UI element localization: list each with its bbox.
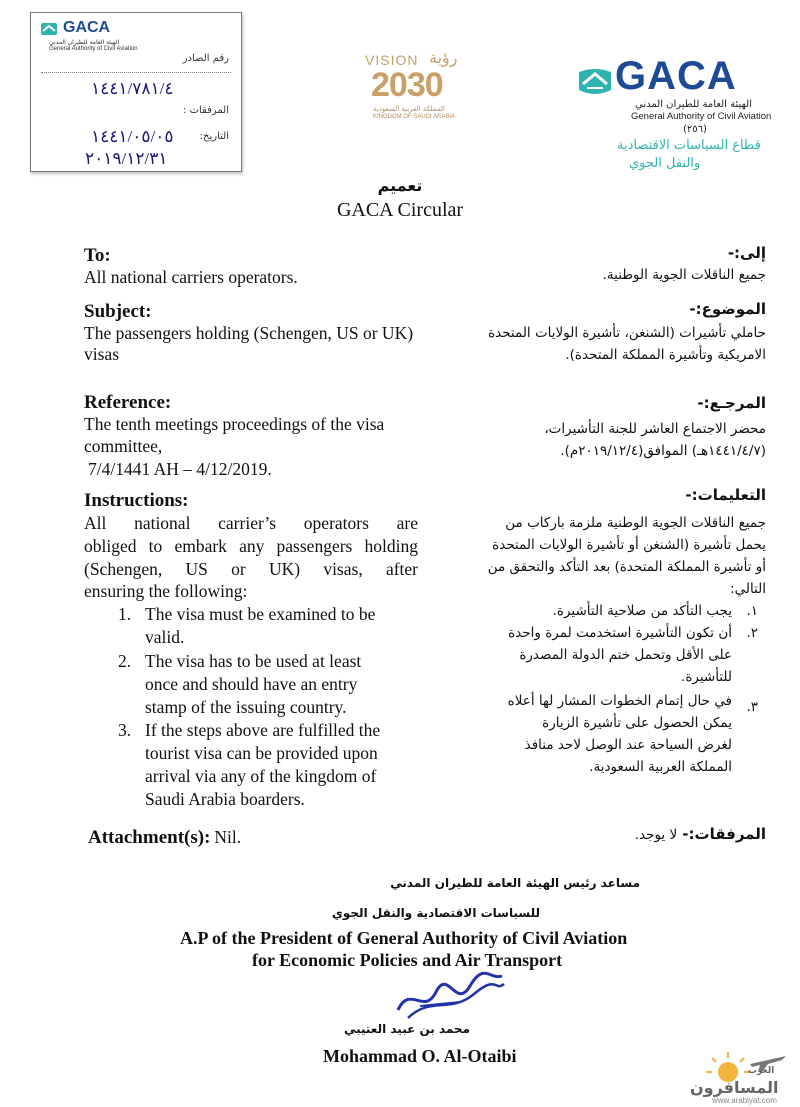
instruction-number: 3.: [118, 720, 132, 740]
instruction-ar-3-line4: المملكة العربية السعودية.: [589, 759, 732, 775]
gaca-wordmark: GACA: [615, 54, 737, 98]
gaca-logo: [575, 54, 775, 178]
instruction-1-line1: The visa must be examined to be: [145, 604, 376, 624]
vision-2030-logo: [365, 48, 483, 124]
watermark-url: www.arabiyat.com: [712, 1096, 777, 1105]
signatory-title-en-line2: for Economic Policies and Air Transport: [252, 950, 563, 970]
subject-line1: The passengers holding (Schengen, US or UK): [84, 323, 414, 343]
signatory-title-ar-line1: مساعد رئيس الهيئة العامة للطيران المدني: [390, 876, 640, 890]
to-text-ar: جميع الناقلات الجوية الوطنية.: [602, 267, 766, 283]
instruction-ar-number: ١.: [746, 603, 758, 619]
instruction-number: 2.: [118, 651, 132, 671]
dotted-line: [41, 71, 231, 73]
instruction-3-line3: arrival via any of the kingdom of: [145, 766, 377, 786]
instruction-ar-1-line1: يجب التأكد من صلاحية التأشيرة.: [552, 603, 732, 619]
reference-stamp: [30, 12, 242, 172]
outgoing-number: ١٤٤١/٧٨١/٤: [91, 79, 174, 98]
vision-sub-en: KINGDOM OF SAUDI ARABIA: [373, 114, 456, 120]
reference-ar-line1: محضر الاجتماع العاشر للجنة التأشيرات،: [544, 421, 766, 437]
gaca-emblem-icon: [39, 19, 61, 41]
reference-label: Reference:: [84, 392, 172, 413]
instruction-ar-3-line1: في حال إتمام الخطوات المشار لها أعلاه: [507, 693, 732, 709]
gaca-sector-line1: قطاع السياسات الاقتصادية: [617, 138, 761, 153]
gaca-name-en: General Authority of Civil Aviation: [631, 111, 772, 122]
instruction-1-line2: valid.: [145, 627, 185, 647]
watermark-ar-top: العرب: [748, 1066, 775, 1076]
instruction-ar-3-line3: لغرض السياحة عند الوصل لاحد منافذ: [524, 737, 732, 753]
reference-line3: 7/4/1441 AH – 4/12/2019.: [88, 459, 272, 479]
stamp-logo-en: General Authority of Civil Aviation: [49, 46, 138, 52]
stamp-logo-word: GACA: [63, 19, 111, 36]
attachments-value: Nil.: [214, 827, 242, 847]
signatory-name-ar: محمد بن عبيد العتيبي: [343, 1022, 470, 1036]
instructions-label: Instructions:: [84, 490, 189, 511]
vision-year: 2030: [371, 66, 443, 104]
gaca-name-ar: الهيئة العامة للطيران المدني: [635, 99, 752, 110]
subject-ar-line2: الامريكية وتأشيرة المملكة المتحدة).: [565, 347, 766, 363]
attachments-value-ar: لا يوجد.: [634, 827, 678, 843]
circular-title-ar: تعميم: [377, 176, 423, 195]
instruction-ar-number: ٢.: [746, 625, 758, 641]
instructions-ar-intro1: جميع الناقلات الجوية الوطنية ملزمة باركاب من: [505, 515, 766, 531]
to-label-ar: إلى:-: [727, 244, 766, 262]
signatory-title-en-line1: A.P of the President of General Authority of Civil Aviation: [180, 928, 628, 948]
outgoing-label: رقم الصادر: [182, 53, 229, 64]
signatory-title-ar-line2: للسياسات الاقتصادية والنقل الجوي: [331, 906, 540, 920]
to-text: All national carriers operators.: [84, 267, 298, 287]
vision-title: VISION: [365, 52, 419, 68]
instruction-3-line1: If the steps above are fulfilled the: [145, 720, 381, 740]
instruction-2-line1: The visa has to be used at least: [145, 651, 362, 671]
attachments-label-ar: المرفقات:-: [682, 825, 766, 843]
instruction-3-line4: Saudi Arabia boarders.: [145, 789, 305, 809]
instruction-number: 1.: [118, 604, 132, 624]
attachments-label: المرفقات :: [183, 105, 229, 116]
handwritten-signature: [390, 966, 510, 1026]
reference-label-ar: المرجـع:-: [697, 394, 766, 412]
attachments-row-ar: [635, 824, 766, 846]
stamp-logo: [39, 19, 169, 52]
instruction-ar-2-line2: على الأقل وتحمل ختم الدولة المصدرة: [519, 647, 732, 663]
instruction-2-line3: stamp of the issuing country.: [145, 697, 347, 717]
subject-label: Subject:: [84, 301, 152, 322]
vision-title-ar: رؤية: [429, 48, 458, 67]
date-gregorian: ٢٠١٩/١٢/٣١: [85, 149, 168, 168]
instructions-intro-line3: (Schengen, US or UK) visas, after: [84, 559, 418, 579]
stamp-logo-ar: الهيئة العامة للطيران المدني: [49, 39, 120, 46]
gaca-sector-line2: والنقل الجوي: [629, 156, 701, 171]
reference-line2: committee,: [84, 436, 163, 456]
instructions-intro-line1: All national carrier’s operators are: [84, 513, 418, 533]
gaca-number: (٢٥٦): [683, 124, 707, 135]
subject-ar-line1: حاملي تأشيرات (الشنغن، تأشيرة الولايات المتحدة: [488, 325, 766, 341]
reference-line1: The tenth meetings proceedings of the visa: [84, 414, 385, 434]
gaca-emblem-icon: [575, 64, 615, 100]
subject-line2: visas: [84, 344, 119, 364]
circular-title-en: GACA Circular: [336, 199, 464, 221]
instructions-intro-line4: ensuring the following:: [84, 581, 248, 601]
instruction-ar-2-line1: أن تكون التأشيرة استخدمت لمرة واحدة: [508, 625, 732, 641]
instructions-intro-line2: obliged to embark any passengers holding: [84, 536, 418, 556]
instruction-ar-number: ٣.: [746, 699, 758, 715]
attachments-label: Attachment(s):: [88, 827, 211, 848]
instructions-ar-intro3: أو تأشيرة المملكة المتحدة) بعد التأكد والتحقق من: [487, 559, 766, 575]
vision-sub-ar: المملكة العربية السعودية: [373, 105, 445, 113]
reference-ar-line2: (١٤٤١/٤/٧هـ) الموافق(٢٠١٩/١٢/٤م).: [560, 443, 766, 459]
instruction-3-line2: tourist visa can be provided upon: [145, 743, 378, 763]
instructions-label-ar: التعليمات:-: [685, 486, 766, 504]
instruction-ar-2-line3: للتأشيرة.: [681, 669, 732, 685]
subject-label-ar: الموضوع:-: [689, 300, 766, 318]
date-label: التاريخ:: [199, 131, 229, 142]
signatory-name-en: Mohammad O. Al-Otaibi: [323, 1046, 517, 1066]
instructions-ar-intro2: يحمل تأشيرة (الشنغن أو تأشيرة الولايات المتحدة: [492, 537, 766, 553]
to-label: To:: [84, 245, 111, 266]
instruction-2-line2: once and should have an entry: [145, 674, 358, 694]
instructions-ar-intro4: التالي:: [730, 581, 766, 597]
date-hijri: ١٤٤١/٠٥/٠٥: [91, 127, 174, 146]
watermark-ar: المسافرون: [690, 1078, 779, 1097]
instruction-ar-3-line2: يمكن الحصول على تأشيرة الزيارة: [542, 715, 732, 731]
attachments-row: [88, 826, 241, 849]
